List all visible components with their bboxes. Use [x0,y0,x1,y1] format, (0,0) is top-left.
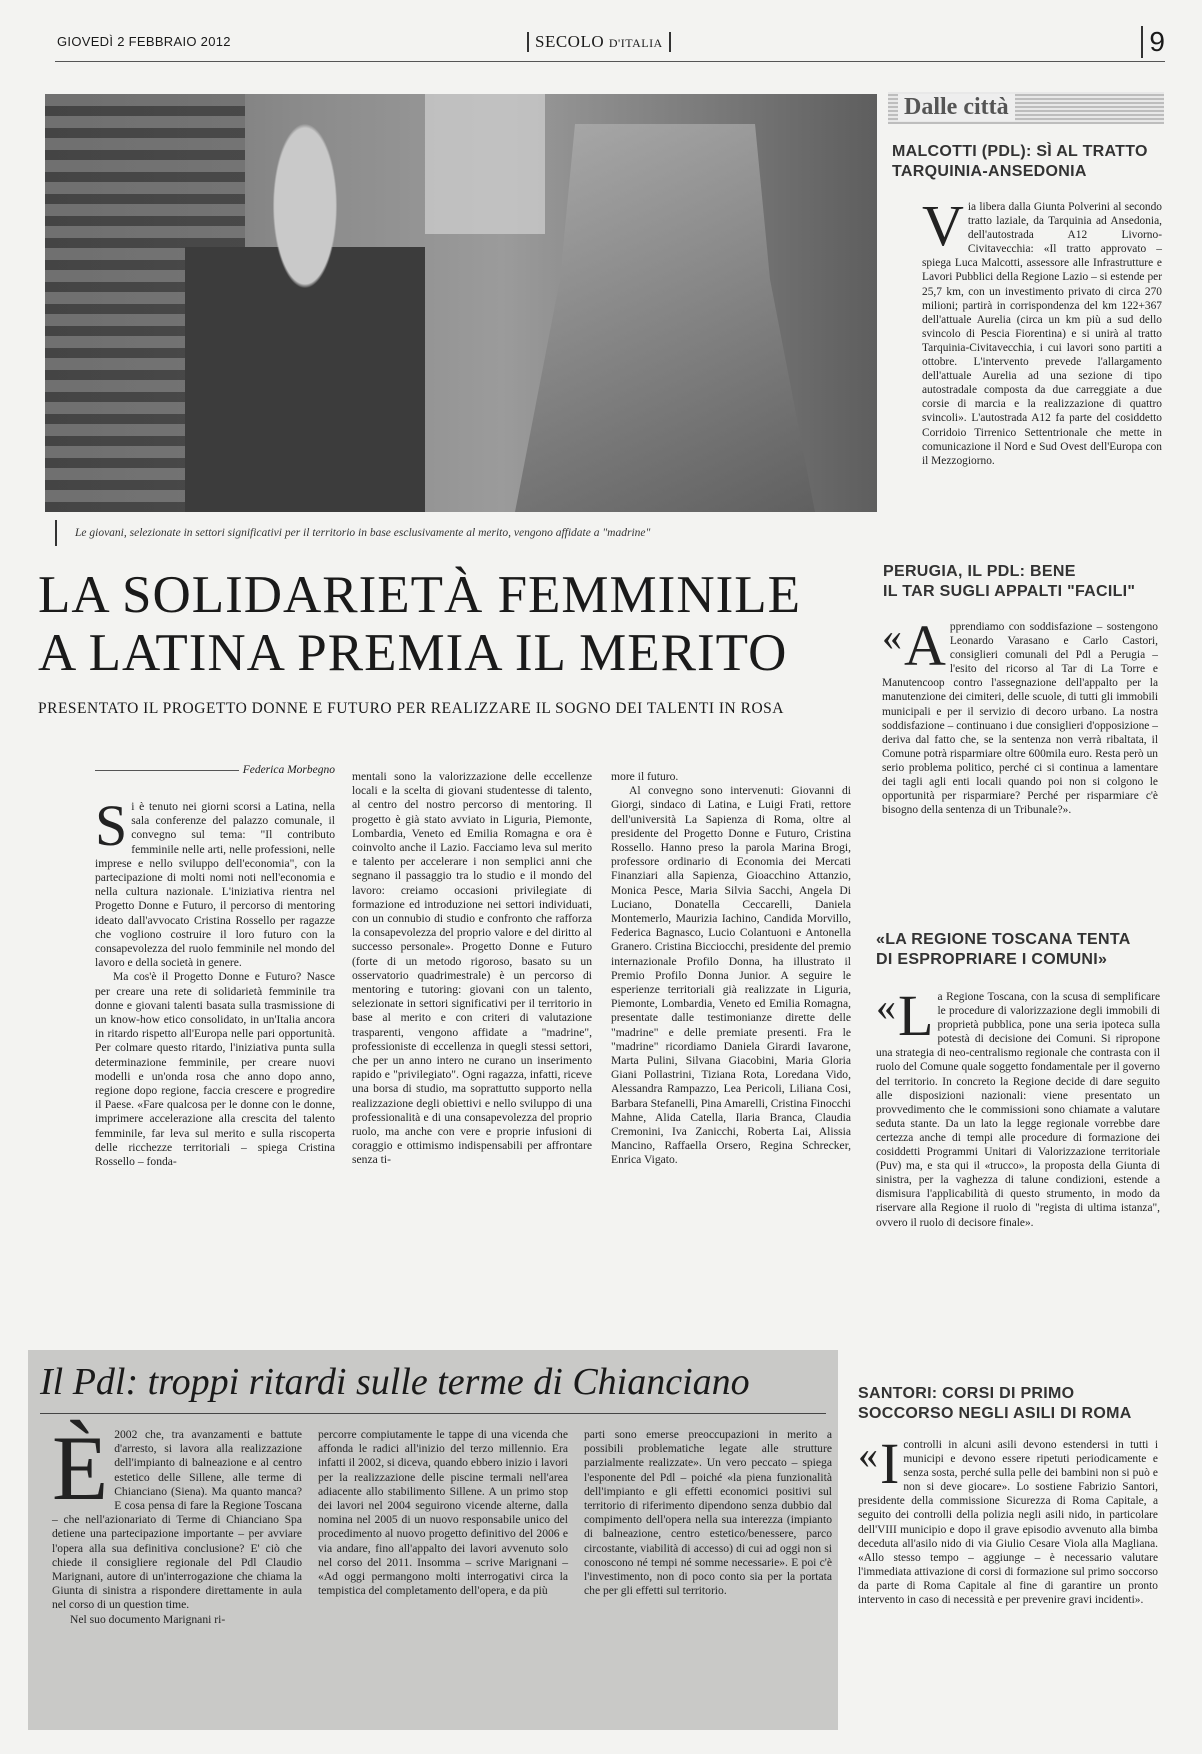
drop-cap: I [880,1431,900,1496]
section-banner [888,92,1164,124]
quote-mark-glyph: « [882,614,902,659]
article-column-2 [352,770,592,1168]
drop-cap: V [922,193,964,258]
headline-line-1: LA SOLIDARIETÀ FEMMINILE [38,566,801,624]
brief-title-toscana [876,930,1166,970]
box-paragraph: parti sono emerse preoccupazioni in merito a possibili problematiche legate alle strutture parzialmente realizzate». Un vero peccato – spiega l'esponente del Pdl – poiché «la piena funzionalità dell'impianto e gli effetti economici positivi sul territorio di riferimento dipendono senza dubbio dal compimento dell'opera nella sua interezza (impianto di balneazione, centro estetico/benessere, parco circostante, viabilità di accesso) di cui ad oggi non si conoscono né tempi né somme necessarie». E poi c'è l'investimento, non di poco conto sia per la portata che per gli effetti sul territorio. [584,1428,832,1598]
drop-cap: A [904,613,946,678]
article-paragraph [95,793,335,970]
box-paragraph: Nel suo documento Marignani ri- [70,1612,226,1626]
page-header [55,28,1165,62]
brief-title-malcotti [892,142,1164,182]
brief-title-line: TARQUINIA-ANSEDONIA [892,163,1087,180]
photo-window [425,94,545,234]
box-paragraph [52,1417,302,1613]
paragraph-text: 2002 che, tra avanzamenti e battute d'arresto, si lavora alla realizzazione dell'impianto di balneazione e al centro estetico delle Sillene, alle terme di Chianciano (Siena). Ma quanto manca? E cosa pensa di fare la Regione Toscana – che nell'azionariato di Terme di Chianciano Spa detiene una partecipazione importante – per avviare l'opera alla sua definitiva conclusione? E' ciò che chiede il consigliere regionale del Pdl Claudio Marignani, autore di un'interrogazione che chiama la Giunta di sinistra a rispondere direttamente in aula nel corso di un question time. [52,1428,302,1612]
author-name: Federica Morbegno [239,764,335,776]
brief-title-line: SANTORI: CORSI DI PRIMO [858,1385,1075,1402]
brief-title-line: DI ESPROPRIARE I COMUNI» [876,951,1108,968]
article-column-1 [95,793,335,1169]
article-paragraph: Ma cos'è il Progetto Donne e Futuro? Nasce per creare una rete di solidarietà femminile tra donne e giovani talenti basata sulla trasmissione di un know-how etico consolidato, in un'Italia ancora in ritardo rispetto all'Europa nelle pari opportunità. Per colmare questo ritardo, l'iniziativa punta sulla determinazione femminile, per creare nuovi modelli e un'onda rosa che anno dopo anno, regione dopo regione, faccia crescere e progredire il Paese. «Fare qualcosa per le donne con le donne, imprimere accelerazione alla crescita del talento femminile, far leva sul merito e sulla riscoperta delle ricchezze territoriali – spiega Cristina Rossello – fonda- [95,970,335,1169]
headline-line-2: A LATINA PREMIA IL MERITO [38,624,788,682]
photo-drill-press [515,124,815,512]
article-paragraph: mentali sono la valorizzazione delle eccellenze locali e la scelta di giovani studentesse di talento, al centro del nostro percorso di mentoring. Il progetto è già stato avviato in Liguria, Piemonte, Lombardia, Veneto ed Emilia Romagna e ora è coinvolto anche il Lazio. Facciamo leva sul merito e talento per accelerare i non semplici anni che segnano il passaggio tra lo studio e il mondo del lavoro: creiamo occasioni privilegiate di formazione ed introduzione nei settori individuati, con un connubio di studio e confronto che rafforza la consapevolezza del proprio valore e del diritto al successo personale». Progetto Donne e Futuro (forte di un metodo rigoroso, basato su un osservatorio quadrimestrale) è un percorso di mentoring e tutoring: giovani con un talento, selezionate in settori significativi per il territorio in base al merito e con criteri di valutazione trasparenti, vengono affidate a "madrine", professioniste di eccellenza in quegli stessi settori, che per un anno intero ne curano un inserimento rapido e "privilegiato". Ogni ragazza, infatti, riceve una borsa di studio, ma soprattutto supporto nella realizzazione degli obiettivi e nello sviluppo di una professionalità e di una consapevolezza del proprio ruolo, ma anche con vere e proprie infusioni di coraggio e ottimismo indispensabili per affrontare senza ti- [352,770,592,1167]
article-column-3 [611,770,851,1168]
brief-title-line: PERUGIA, IL PDL: BENE [883,563,1076,580]
article-headline [38,566,878,682]
quote-mark-glyph: « [858,1432,878,1477]
masthead [527,32,671,52]
box-column-1 [52,1417,302,1627]
masthead-name: SECOLO [535,32,605,51]
article-paragraph: Al convegno sono intervenuti: Giovanni di Giorgi, sindaco di Latina, e Luigi Frati, rettore dell'università La Sapienza di Roma, oltre al presidente del Progetto Donne e Futuro, Cristina Rossello. Hanno preso la parola Marina Brogi, professore ordinario di Economia dei Mercati Finanziari alla Sapienza, Gioacchino Attanzio, Monica Pesce, Maria Silvia Sacchi, Angela Di Luciano, Donatella Ceccarelli, Daniela Montemerlo, Maurizia Iachino, Candida Morvillo, Federica Bagnasco, Lucio Colantuoni e Antonella Granero. Cristina Bicciocchi, presidente del premio internazionale Profilo Donna, ha illustrato il Premio Profilo Donna Junior. A seguire le esperienze territoriali già realizzate in Liguria, Piemonte, Lombardia, Veneto ed Emilia Romagna, presentate dalle testimonianze dirette delle "madrine" e delle premiate presenti. Fra le "madrine" ricordiamo Daniela Girardi Iavarone, Marta Pulini, Silvana Giacobini, Maria Gloria Giani Pollastrini, Tiziana Rota, Loredana Vido, Alessandra Rampazzo, Lea Pericoli, Liliana Cosi, Barbara Stefanelli, Pina Amarelli, Cristina Finocchi Mahne, Alida Catella, Ilaria Branca, Claudia Cremonini, Iva Zanicchi, Roberta Lai, Alissia Mancino, Raffaella Orsero, Regina Schrecker, Enrica Vigato. [611,784,851,1167]
drop-cap: S [95,793,128,858]
issue-date: GIOVEDÌ 2 FEBBRAIO 2012 [57,34,231,49]
masthead-suffix: D'ITALIA [608,36,663,50]
brief-title-santori [858,1384,1158,1424]
article-subhead: PRESENTATO IL PROGETTO DONNE E FUTURO PER REALIZZARE IL SOGNO DEI TALENTI IN ROSA [38,700,784,717]
brief-title-line: SOCCORSO NEGLI ASILI DI ROMA [858,1405,1132,1422]
box-paragraph: percorre compiutamente le tappe di una vicenda che affonda le radici all'inizio del terzo millennio. Era infatti il 2002, si diceva, quando ebbero inizio i lavori per la realizzazione delle piscine termali nell'area adiacente allo stabilimento Sillene. A un primo stop dei lavori nel 2004 seguirono vicende alterne, dalla nomina nel 2005 di un nuovo responsabile unico del procedimento al nuovo progetto definitivo del 2006 e via andare, fino all'appalto dei lavori avvenuto solo nel corso del 2011. Insomma – scrive Marignani – «Ad oggi permangono molti interrogativi circa la tempistica del completamento dell'opera, e da più [318,1428,568,1598]
brief-title-perugia [883,562,1163,602]
box-headline: Il Pdl: troppi ritardi sulle terme di Chianciano [40,1361,750,1403]
box-column-3 [584,1428,832,1598]
brief-title-line: «LA REGIONE TOSCANA TENTA [876,931,1131,948]
brief-text: ia libera dalla Giunta Polverini al secondo tratto laziale, da Tarquinia ad Ansedonia, dell'autostrada A12 Livorno-Civitavecchia: «Il tratto approvato – spiega Luca Malcotti, assessore alle Infrastrutture e Lavori Pubblici della Regione Lazio – si estende per 25,7 km, con un investimento privato di circa 270 milioni; partirà in corrispondenza del km 122+367 dell'attuale Aurelia (circa un km più a sud dello svincolo di Pescia Fiorentina) e si unirà al tratto Tarquinia-Civitavecchia, i cui lavori sono partiti a ottobre. L'intervento prevede l'allargamento dell'attuale Aurelia ad una sezione di tipo autostradale composta da due carreggiate a due corsie di marcia e la realizzazione di quattro svincoli». L'autostrada A12 fa parte del cosiddetto Corridoio Tirrenico Settentrionale che mette in comunicazione il Nord e Sud Ovest dell'Europa con il Mezzogiorno. [922,201,1162,467]
brief-body-toscana [876,983,1160,1230]
brief-body-santori [858,1431,1158,1607]
brief-body-malcotti [922,193,1162,468]
photo-caption: Le giovani, selezionate in settori significativi per il territorio in base esclusivamente al merito, vengono affidate a "madrine" [55,520,875,546]
box-divider [40,1413,826,1414]
section-title: Dalle città [898,94,1015,121]
drop-cap: È [52,1417,109,1519]
paragraph-text: i è tenuto nei giorni scorsi a Latina, nella sala conferenze del palazzo comunale, il convegno sul tema: "Il contributo femminile nelle arti, nelle professioni, nelle imprese e nello sviluppo dell'economia", con la partecipazione di molti nomi noti nell'economia e nella cultura nazionale. L'iniziativa rientra nel Progetto Donne e Futuro, il percorso di mentoring ideato dall'avvocato Cristina Rossello per ragazze che vogliono costruire il loro futuro con la consapevolezza del ruolo femminile nel mondo del lavoro e della società in genere. [95,800,335,970]
photo-student [185,104,425,512]
quote-mark-glyph: « [876,984,896,1029]
brief-title-line: IL TAR SUGLI APPALTI "FACILI" [883,583,1136,600]
brief-text: controlli in alcuni asili devono estendersi in tutti i municipi e devono essere ripetuti periodicamente e senza sosta, perché sulla pelle dei bambini non si può e non si deve giocare». Lo sostiene Fabrizio Santori, presidente della commissione Sicurezza di Roma Capitale, a seguito dei controlli della polizia negli asili nido, in particolare dell'VIII municipio e dopo il grave episodio avvenuto alla bimba deceduta all'asilo nido di via Giulio Cesare Viola alla Magliana. «Allo stesso tempo – aggiunge – è necessario valutare l'immediata attivazione di corsi di formazione sul primo soccorso da parte di Roma Capitale al fine di garantire un pronto intervento in caso di necessità e per prevenire gravi incidenti». [858,1439,1158,1607]
box-column-2 [318,1428,568,1598]
drop-cap: L [898,983,934,1048]
article-paragraph: more il futuro. [611,770,679,783]
brief-text: a Regione Toscana, con la scusa di semplificare le procedure di valorizzazione degli immobili di proprietà pubblica, pone una seria ipoteca sulla potestà di decisione dei Comuni. Si ripropone una strategia di neo-centralismo regionale che contrasta con il ruolo del Comune quale soggetto fondamentale per il governo del territorio. In concreto la Regione decide di dare seguito alle disposizioni nazionali: viene presentato un provvedimento che le commissioni sono chiamate a valutare seduta stante. Da un lato la legge regionale vorrebbe dare certezza anche di tempi alle procedure di formazione dei cosiddetti Programmi Unitari di Valorizzazione territoriale (Puv) ma, e sta qui il «trucco», la proposta della Giunta di sinistra, per la vaghezza di talune condizioni, estende a dismisura l'applicabilità di questo strumento, in modo da riservare alla Regione il ruolo di "regista di ultima istanza", ovvero il ruolo di decisore finale». [876,991,1160,1229]
brief-body-perugia [882,613,1158,817]
page-number: 9 [1141,26,1165,58]
byline [95,764,335,783]
brief-text: pprendiamo con soddisfazione – sostengono Leonardo Varasano e Carlo Castori, consiglieri comunali del Pdl a Perugia – l'esito del ricorso al Tar di La Torre e Manutencoop contro l'assegnazione dell'appalto per la manutenzione dei cimiteri, delle scuole, di tutti gli immobili municipali e per il servizio di decoro urbano. La nostra soddisfazione – continuano i due consiglieri d'opposizione – deriva dal fatto che, se la sentenza non verrà ribaltata, il Comune potrà risparmiare oltre 600mila euro. Resta però un serio problema politico, perché ci si continua a lamentare dei tagli agli enti locali quando poi non si colgono le opportunità per risparmiare? Perché per risparmiare c'è bisogno della sentenza di un Tribunale?». [882,621,1158,817]
article-photo [45,94,877,512]
brief-title-line: MALCOTTI (PDL): SÌ AL TRATTO [892,143,1148,160]
